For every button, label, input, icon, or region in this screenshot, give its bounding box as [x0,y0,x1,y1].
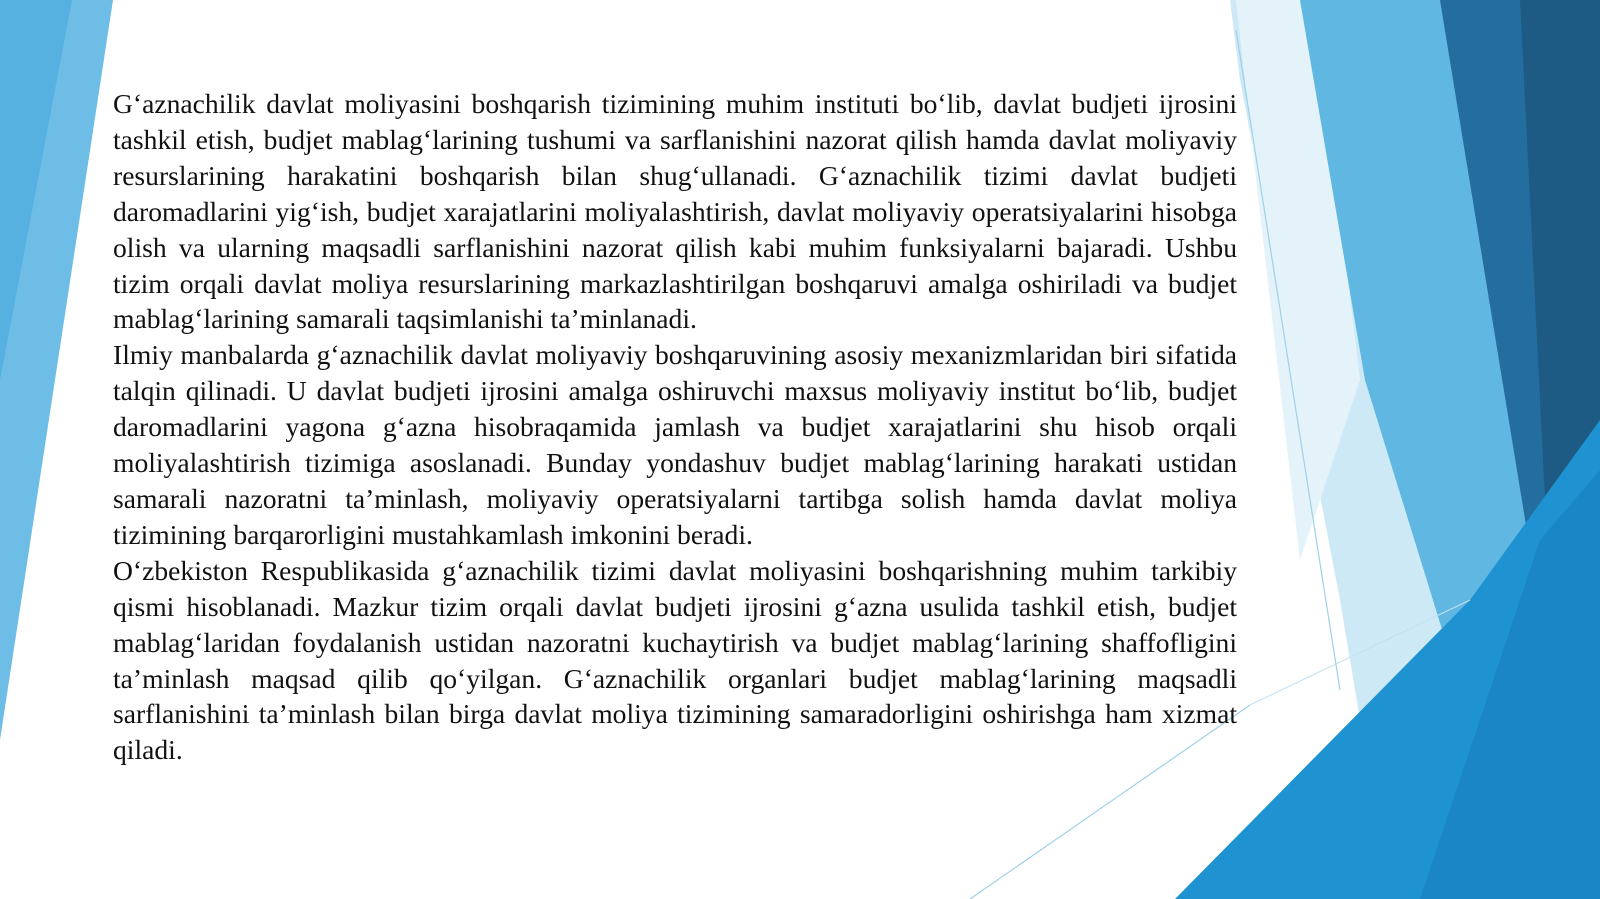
slide-text-body [113,86,1237,768]
paragraph-3: O‘zbekiston Respublikasida g‘aznachilik tizimi davlat moliyasini boshqarishning muhim tarkibiy qismi hisoblanadi. Mazkur tizim orqali davlat budjeti ijrosini g‘azna usulida tashkil etish, budjet mablag‘laridan foydalanish ustidan nazoratni kuchaytirish va budjet mablag‘larining shaffofligini ta’minlash maqsad qilib qo‘yilgan. G‘aznachilik organlari budjet mablag‘larining maqsadli sarflanishini ta’minlash bilan birga davlat moliya tizimining samaradorligini oshirishga ham xizmat qiladi. [113,554,1237,766]
paragraph-2: Ilmiy manbalarda g‘aznachilik davlat moliyaviy boshqaruvining asosiy mexanizmlaridan biri sifatida talqin qilinadi. U davlat budjeti ijrosini amalga oshiruvchi maxsus moliyaviy institut bo‘lib, budjet daromadlarini yagona g‘azna hisobraqamida jamlash va budjet xarajatlarini shu hisob orqali moliyalashtirish tizimiga asoslanadi. Bunday yondashuv budjet mablag‘larining harakati ustidan samarali nazoratni ta’minlash, moliyaviy operatsiyalarni tartibga solish hamda davlat moliya tizimining barqarorligini mustahkamlash imkonini beradi. [113,339,1237,550]
paragraph-1: G‘aznachilik davlat moliyasini boshqarish tizimining muhim instituti bo‘lib, davlat budjeti ijrosini tashkil etish, budjet mablag‘larining tushumi va sarflanishini nazorat qilish hamda davlat moliyaviy resurslarining harakatini boshqarish bilan shug‘ullanadi. G‘aznachilik tizimi davlat budjeti daromadlarini yig‘ish, budjet xarajatlarini moliyalashtirish, davlat moliyaviy operatsiyalarini hisobga olish va ularning maqsadli sarflanishini nazorat qilish kabi muhim funksiyalarni bajaradi. Ushbu tizim orqali davlat moliya resurslarining markazlashtirilgan boshqaruvi amalga oshiriladi va budjet mablag‘larining samarali taqsimlanishi ta’minlanadi. [113,88,1237,335]
